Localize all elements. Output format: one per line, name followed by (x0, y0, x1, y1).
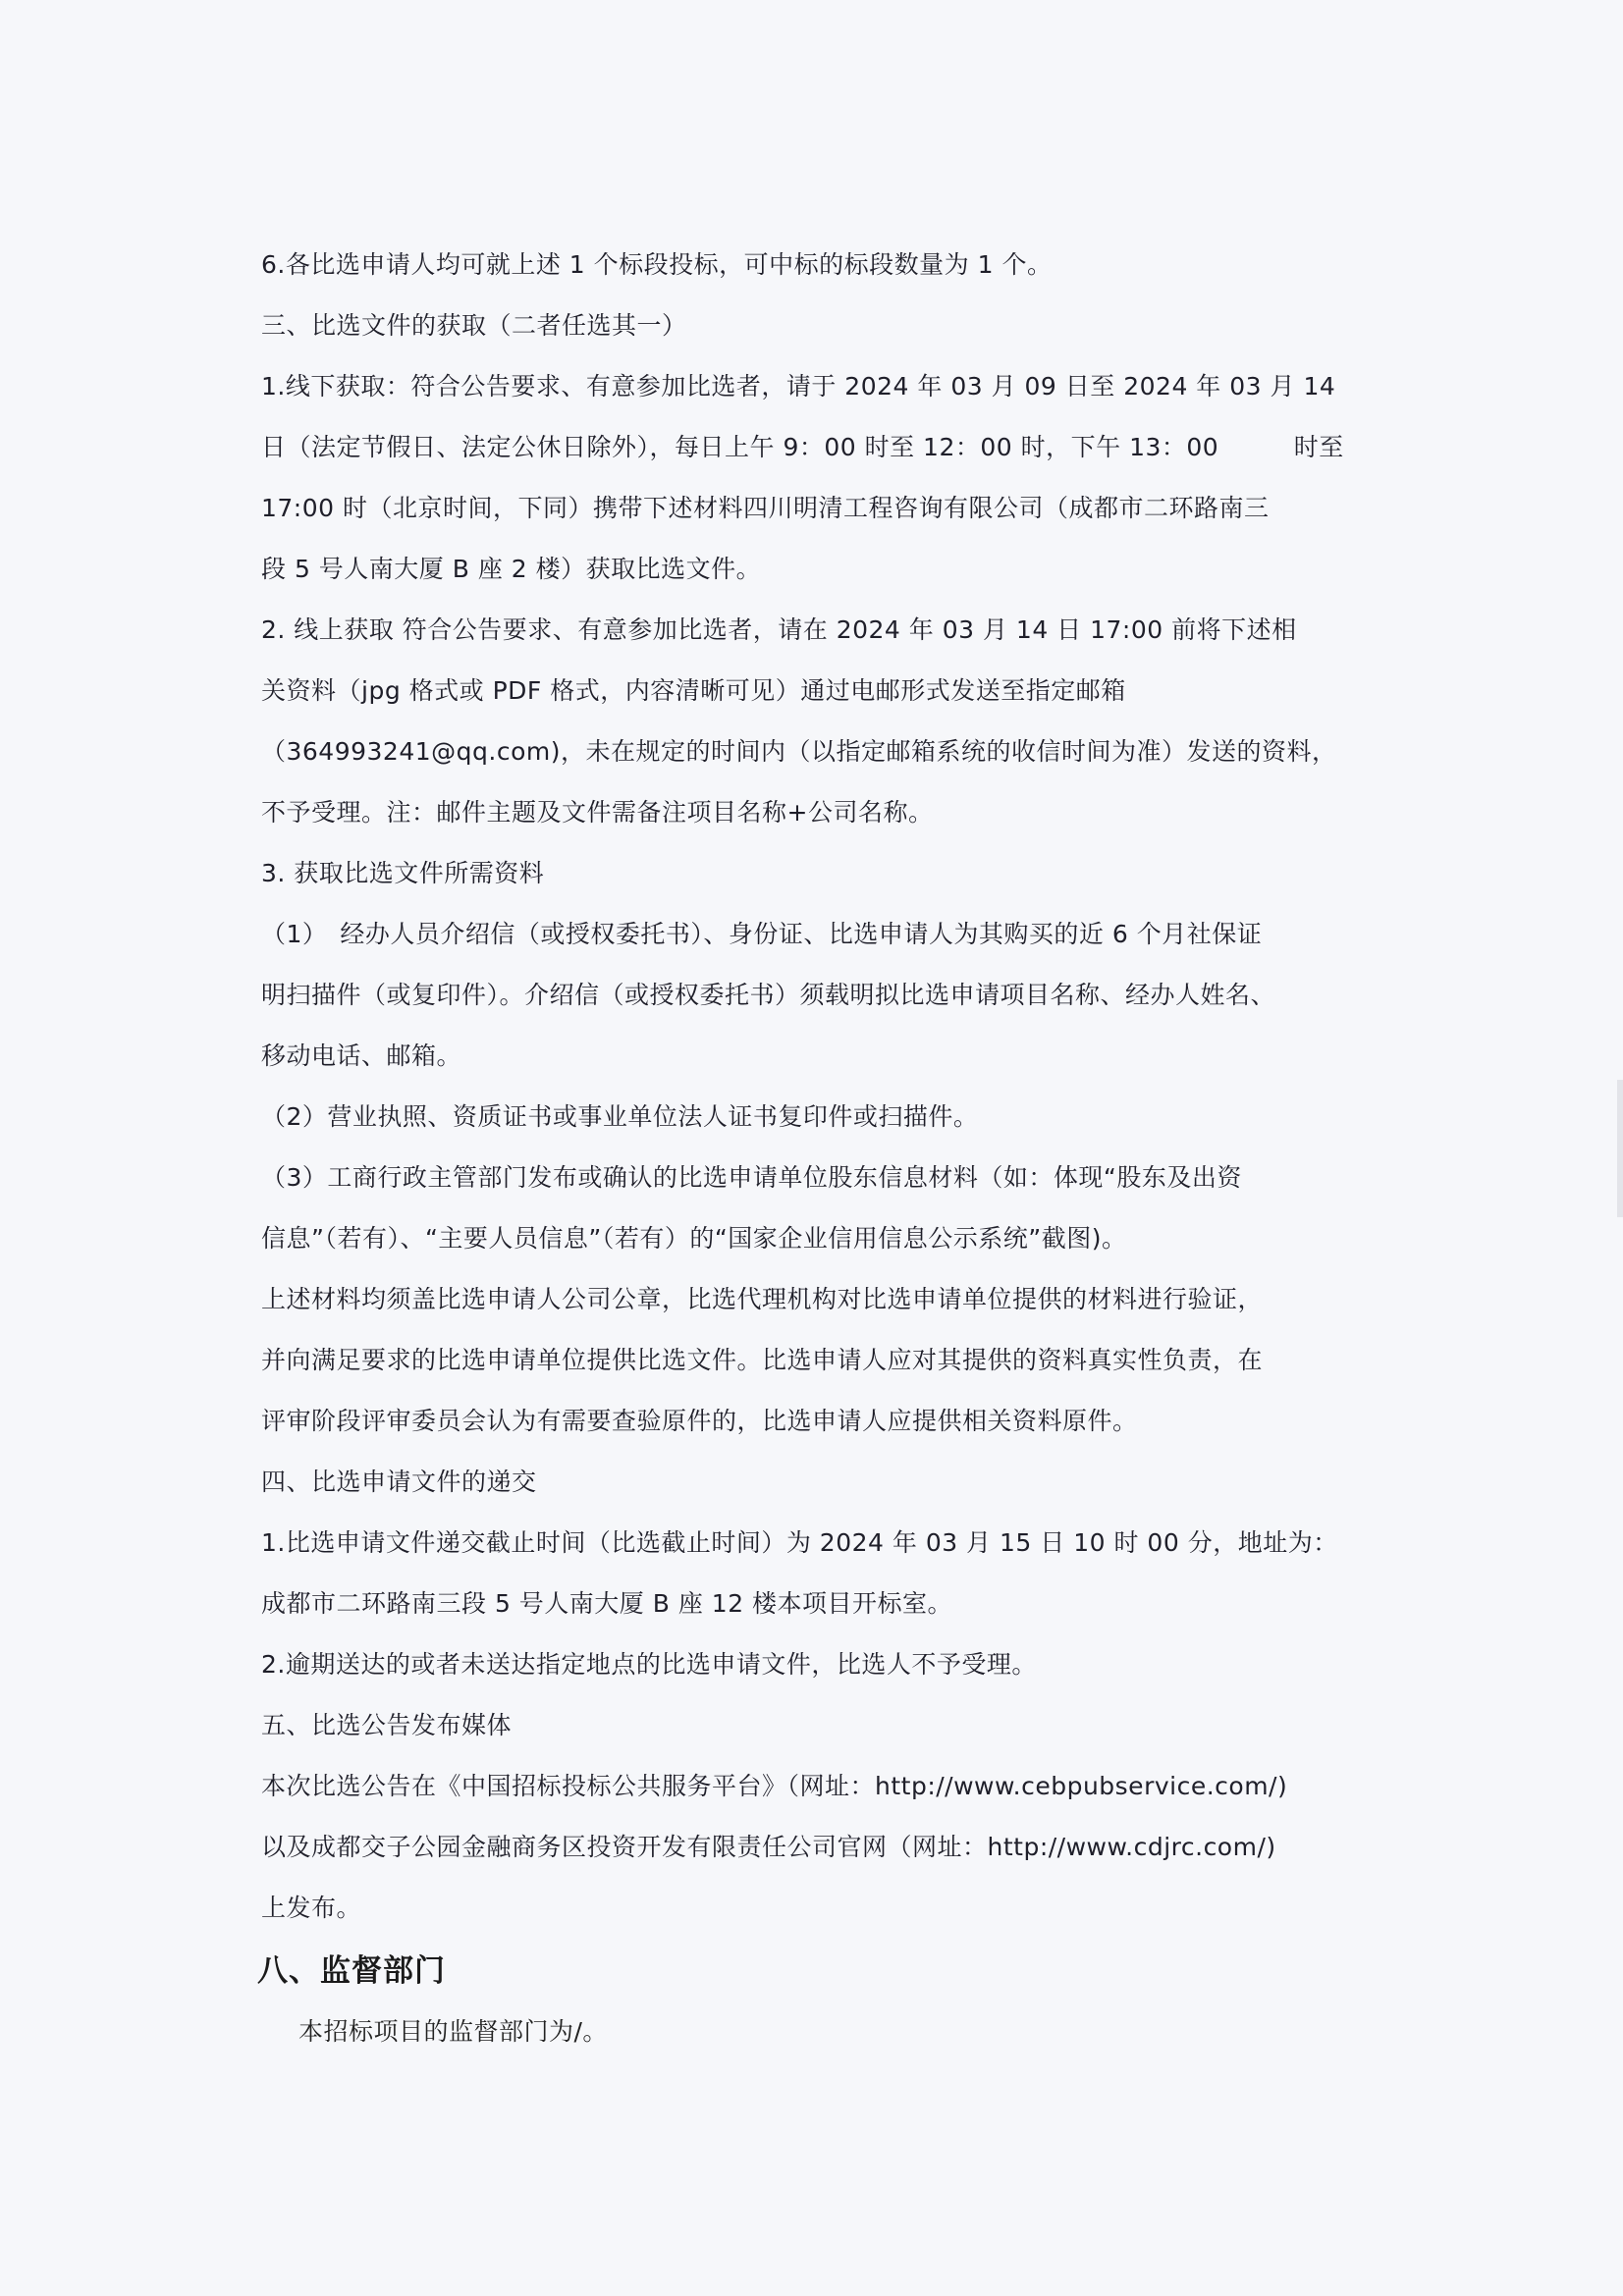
text-line: 6.各比选申请人均可就上述 1 个标段投标，可中标的标段数量为 1 个。 (261, 250, 1053, 279)
text-line: （1） 经办人员介绍信（或授权委托书）、身份证、比选申请人为其购买的近 6 个月社保证 (261, 920, 1263, 948)
text-line: 段 5 号人南大厦 B 座 2 楼）获取比选文件。 (261, 555, 762, 583)
text-line: （3）工商行政主管部门发布或确认的比选申请单位股东信息材料（如：体现“股东及出资 (261, 1163, 1242, 1192)
section-heading-supervision: 八、监督部门 (257, 1953, 446, 1989)
text-line: 以及成都交子公园金融商务区投资开发有限责任公司官网（网址：http://www.cdjrc.com/) (261, 1833, 1276, 1861)
text-line: 成都市二环路南三段 5 号人南大厦 B 座 12 楼本项目开标室。 (261, 1589, 953, 1618)
text-line: 上述材料均须盖比选申请人公司公章，比选代理机构对比选申请单位提供的材料进行验证， (261, 1285, 1264, 1313)
text-line: 四、比选申请文件的递交 (261, 1468, 537, 1496)
text-line: 信息”（若有）、“主要人员信息”（若有）的“国家企业信用信息公示系统”截图)。 (261, 1224, 1127, 1253)
text-line: 关资料（jpg 格式或 PDF 格式，内容清晰可见）通过电邮形式发送至指定邮箱 (261, 676, 1126, 705)
text-line: 日（法定节假日、法定公休日除外），每日上午 9：00 时至 12：00 时，下午 13：00 时至 (261, 433, 1344, 461)
text-line: 本次比选公告在《中国招标投标公共服务平台》（网址：http://www.cebpubservice.com/) (261, 1772, 1288, 1800)
text-line: 五、比选公告发布媒体 (261, 1711, 513, 1739)
text-line: 1.线下获取：符合公告要求、有意参加比选者，请于 2024 年 03 月 09 日至 2024 年 03 月 14 (261, 372, 1336, 400)
text-line: 17:00 时（北京时间，下同）携带下述材料四川明清工程咨询有限公司（成都市二环路南三 (261, 494, 1270, 522)
text-line: 2. 线上获取 符合公告要求、有意参加比选者，请在 2024 年 03 月 14 日 17:00 前将下述相 (261, 615, 1297, 644)
text-line: 上发布。 (261, 1894, 362, 1922)
text-line: 1.比选申请文件递交截止时间（比选截止时间）为 2024 年 03 月 15 日 10 时 00 分，地址为： (261, 1528, 1338, 1557)
text-line: （2）营业执照、资质证书或事业单位法人证书复印件或扫描件。 (261, 1102, 979, 1131)
text-line: 移动电话、邮箱。 (261, 1041, 462, 1070)
text-line: 不予受理。注：邮件主题及文件需备注项目名称+公司名称。 (261, 798, 934, 827)
text-line: 2.逾期送达的或者未送达指定地点的比选申请文件，比选人不予受理。 (261, 1650, 1037, 1679)
supervision-text: 本招标项目的监督部门为/。 (298, 2017, 608, 2046)
text-line: 3. 获取比选文件所需资料 (261, 859, 545, 887)
text-line: 并向满足要求的比选申请单位提供比选文件。比选申请人应对其提供的资料真实性负责，在 (261, 1346, 1264, 1374)
text-line: 明扫描件（或复印件）。介绍信（或授权委托书）须载明拟比选申请项目名称、经办人姓名、 (261, 981, 1276, 1009)
scan-edge-mark (1617, 1080, 1623, 1217)
text-line: 评审阶段评审委员会认为有需要查验原件的，比选申请人应提供相关资料原件。 (261, 1407, 1138, 1435)
text-line: 三、比选文件的获取（二者任选其一） (261, 311, 687, 340)
text-line: （364993241@qq.com)，未在规定的时间内（以指定邮箱系统的收信时间为准）发送的资料， (261, 737, 1337, 766)
